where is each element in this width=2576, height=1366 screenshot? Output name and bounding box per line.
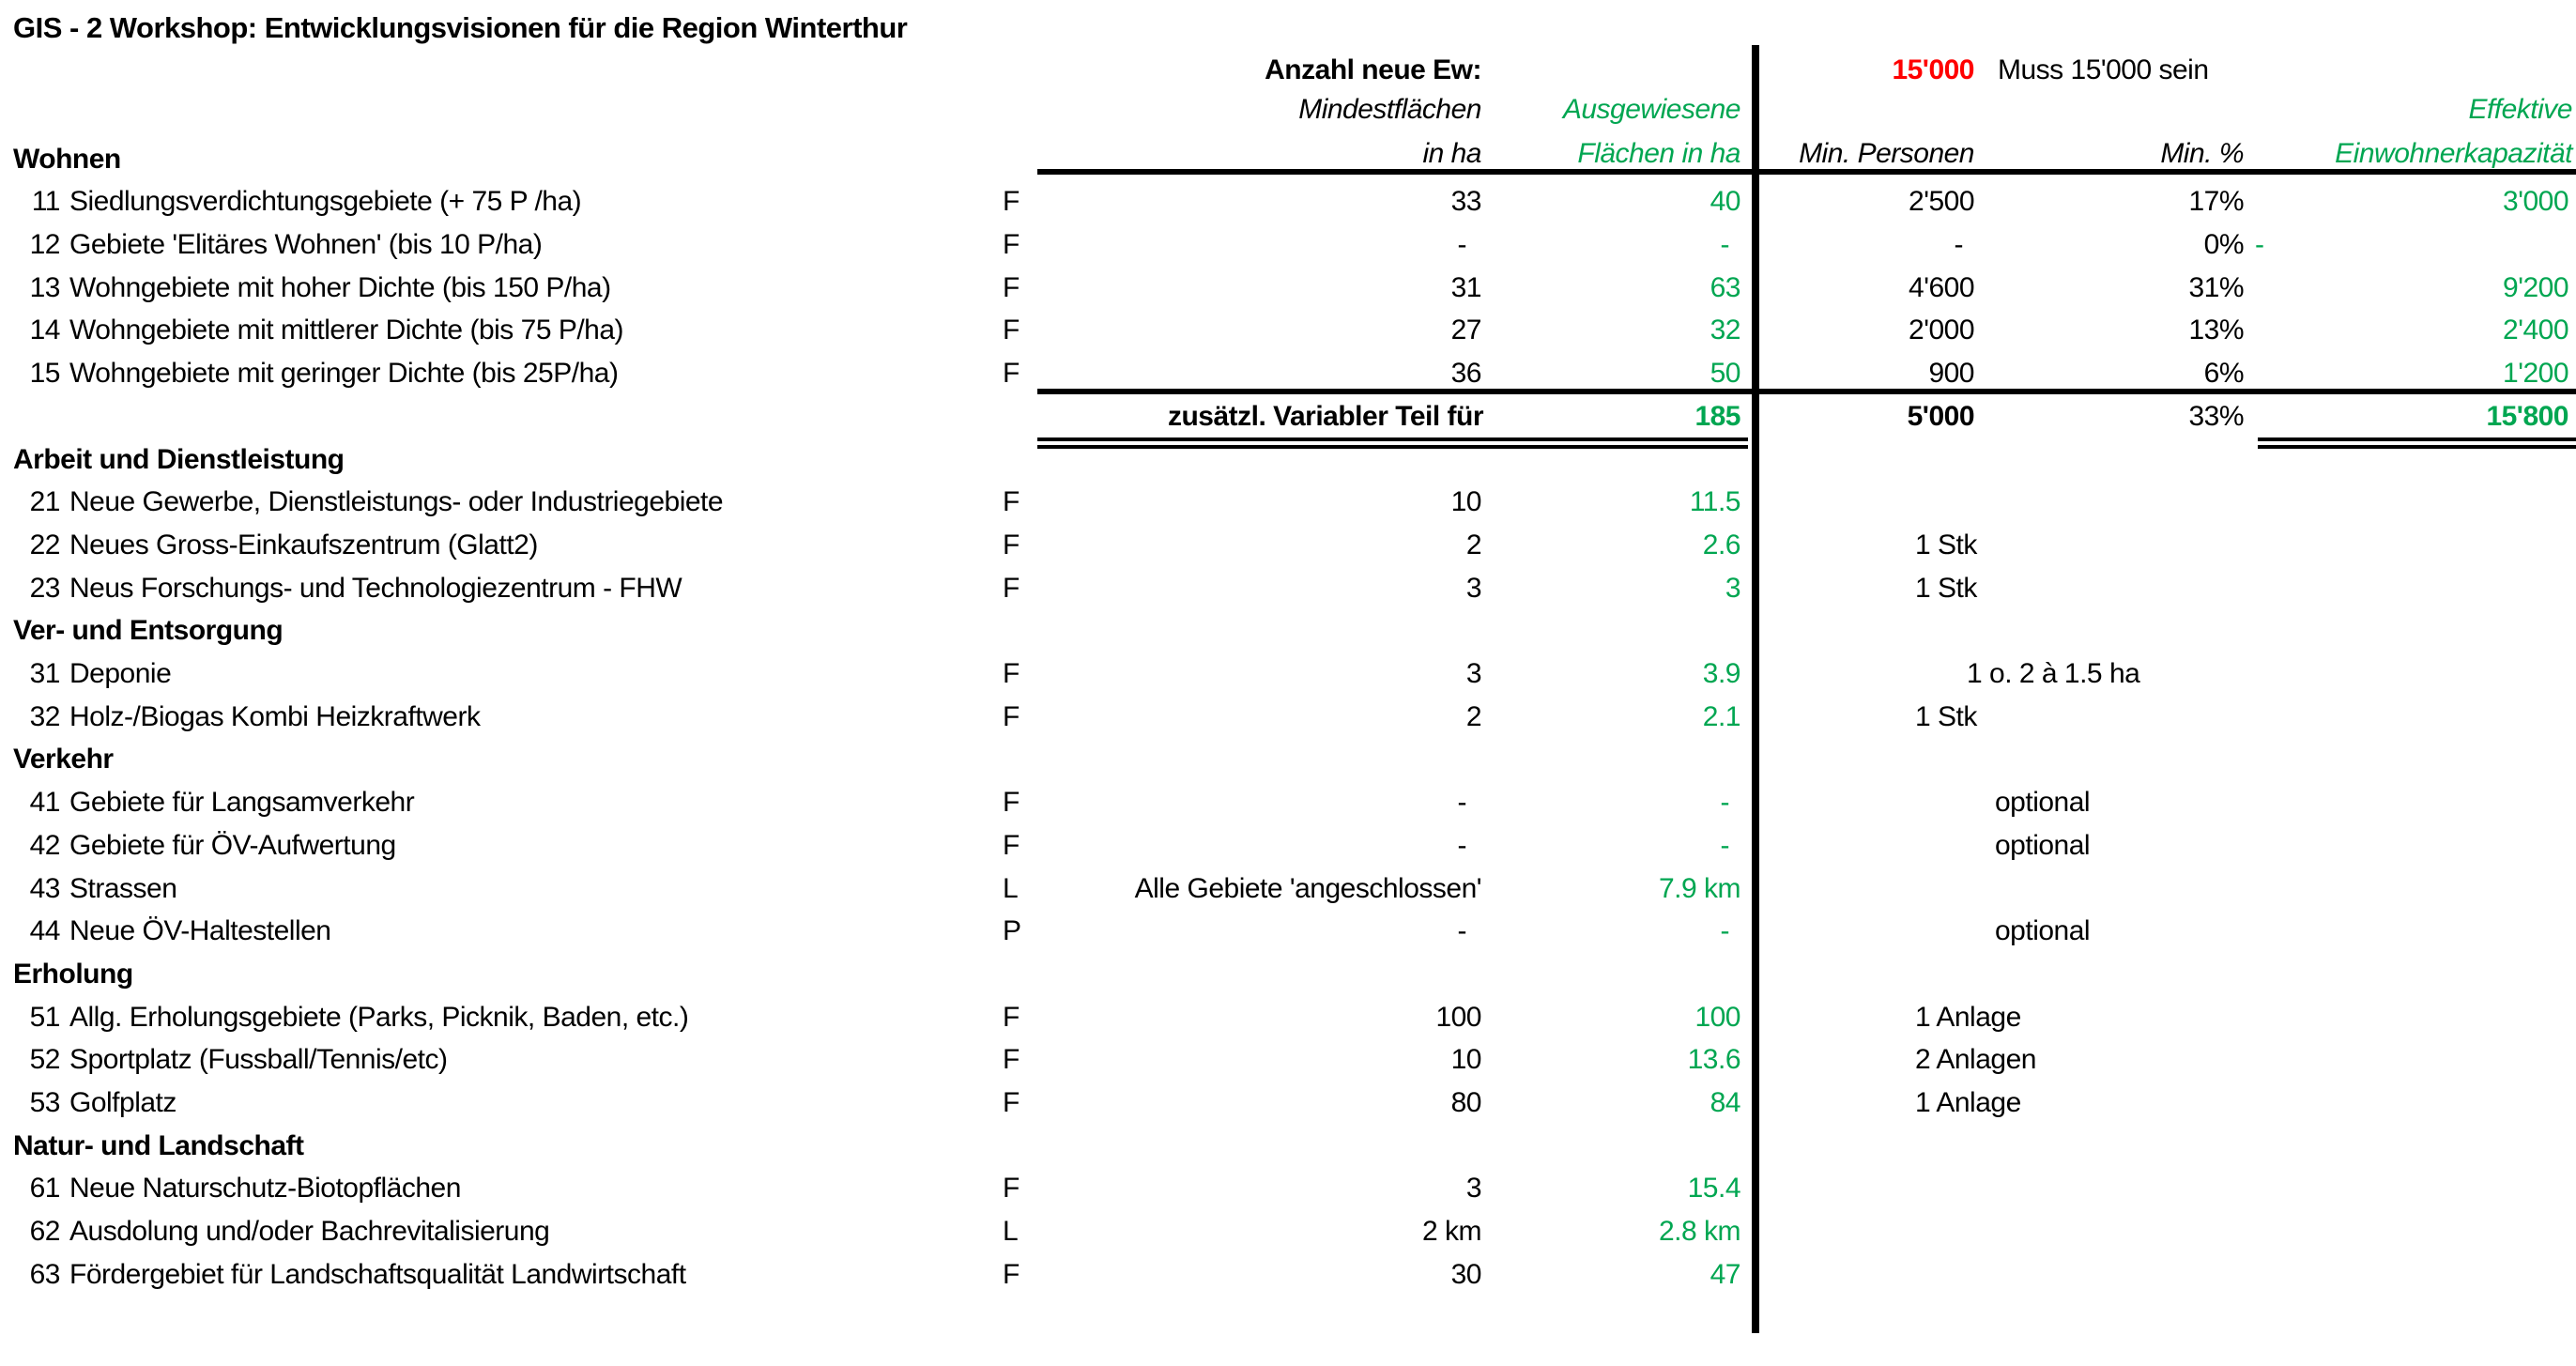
table-row xyxy=(0,867,2576,911)
row-label: Holz-/Biogas Kombi Heizkraftwerk xyxy=(69,700,481,732)
row-label: Allg. Erholungsgebiete (Parks, Picknik, Baden, etc.) xyxy=(69,1001,689,1033)
table-row xyxy=(0,352,2576,395)
row-geometry-type: F xyxy=(1003,486,1020,518)
min-area-value: 2 km xyxy=(1421,1216,1481,1248)
row-note: optional xyxy=(1995,787,2091,819)
min-area-value: 3 xyxy=(1465,658,1481,689)
totals-row xyxy=(0,395,2576,438)
row-geometry-type: F xyxy=(1003,529,1020,560)
row-label: Wohngebiete mit geringer Dichte (bis 25P/ha) xyxy=(69,358,619,390)
row-label: Neue Naturschutz-Biotopflächen xyxy=(69,1173,461,1205)
declared-area-value: 40 xyxy=(1710,186,1740,218)
total-capacity-value: 15'800 xyxy=(2486,400,2568,432)
row-note: optional xyxy=(1995,915,2091,947)
row-label: Ausdolung und/oder Bachrevitalisierung xyxy=(69,1216,550,1248)
row-note: 1 Stk xyxy=(1915,700,1977,732)
row-note: 1 Anlage xyxy=(1915,1001,2021,1033)
table-row xyxy=(0,824,2576,867)
declared-area-value: - xyxy=(1720,787,1729,819)
page-title: GIS - 2 Workshop: Entwicklungsvisionen für die Region Winterthur xyxy=(13,11,908,44)
section-row xyxy=(0,953,2576,996)
min-area-value: 27 xyxy=(1450,315,1481,346)
row-number: 41 xyxy=(29,787,60,819)
min-area-value: 10 xyxy=(1450,486,1481,518)
table-row xyxy=(0,1210,2576,1253)
row-label: Deponie xyxy=(69,658,172,689)
row-label: Golfplatz xyxy=(69,1087,176,1118)
declared-area-value: 47 xyxy=(1710,1258,1740,1290)
section-label: Natur- und Landschaft xyxy=(13,1129,304,1161)
capacity-value: - xyxy=(2255,229,2264,260)
header-ausgewiesene: Ausgewiesene xyxy=(1562,94,1740,125)
row-geometry-type: F xyxy=(1003,1087,1020,1118)
min-percent-value: 31% xyxy=(2188,271,2244,303)
section-label: Verkehr xyxy=(13,744,114,775)
row-label: Wohngebiete mit hoher Dichte (bis 150 P/ha) xyxy=(69,271,611,303)
row-number: 42 xyxy=(29,829,60,861)
table-row xyxy=(0,781,2576,824)
min-area-value: 2 xyxy=(1465,529,1481,560)
total-declared-area-value: 185 xyxy=(1694,400,1740,432)
min-persons-value: 900 xyxy=(1928,358,1974,390)
min-percent-value: 6% xyxy=(2203,358,2244,390)
min-area-value: 80 xyxy=(1450,1087,1481,1118)
row-label: Fördergebiet für Landschaftsqualität Landwirtschaft xyxy=(69,1258,686,1290)
min-area-value: - xyxy=(1457,915,1466,947)
min-area-value: - xyxy=(1457,229,1466,260)
min-persons-value: 2'000 xyxy=(1909,315,1974,346)
row-number: 44 xyxy=(29,915,60,947)
declared-area-value: - xyxy=(1720,829,1729,861)
row-number: 11 xyxy=(31,186,60,218)
table-row xyxy=(0,223,2576,267)
table-row xyxy=(0,309,2576,352)
row-label: Gebiete 'Elitäres Wohnen' (bis 10 P/ha) xyxy=(69,229,543,260)
row-number: 13 xyxy=(29,271,60,303)
row-geometry-type: F xyxy=(1003,787,1020,819)
min-area-value: 3 xyxy=(1465,572,1481,604)
row-note: optional xyxy=(1995,829,2091,861)
table-row xyxy=(0,1082,2576,1125)
header-min-percent: Min. % xyxy=(2160,138,2244,169)
declared-area-value: 13.6 xyxy=(1687,1044,1740,1076)
section-label: Arbeit und Dienstleistung xyxy=(13,443,345,475)
row-geometry-type: F xyxy=(1003,1001,1020,1033)
header-mindestflaechen: Mindestflächen xyxy=(1298,94,1481,125)
row-number: 23 xyxy=(29,572,60,604)
row-note: 1 Stk xyxy=(1915,529,1977,560)
section-row xyxy=(0,138,2576,181)
row-geometry-type: F xyxy=(1003,271,1020,303)
header-in-ha: in ha xyxy=(1422,138,1481,169)
declared-area-value: 84 xyxy=(1710,1087,1740,1118)
table-row xyxy=(0,524,2576,567)
row-note: 1 Anlage xyxy=(1915,1087,2021,1118)
min-area-value: 100 xyxy=(1435,1001,1481,1033)
row-note: 1 o. 2 à 1.5 ha xyxy=(1967,658,2140,689)
row-geometry-type: P xyxy=(1003,915,1021,947)
table-row xyxy=(0,652,2576,696)
row-label: Neue ÖV-Haltestellen xyxy=(69,915,331,947)
min-percent-value: 17% xyxy=(2188,186,2244,218)
total-min-percent-value: 33% xyxy=(2188,400,2244,432)
row-label: Gebiete für Langsamverkehr xyxy=(69,787,415,819)
row-label: Siedlungsverdichtungsgebiete (+ 75 P /ha) xyxy=(69,186,582,218)
row-number: 53 xyxy=(29,1087,60,1118)
declared-area-value: 11.5 xyxy=(1689,486,1740,518)
row-geometry-type: F xyxy=(1003,1258,1020,1290)
min-percent-value: 0% xyxy=(2203,229,2244,260)
min-persons-value: - xyxy=(1954,229,1963,260)
target-population-value: 15'000 xyxy=(1892,54,1974,85)
min-area-value: 30 xyxy=(1450,1258,1481,1290)
row-number: 15 xyxy=(29,358,60,390)
section-label: Ver- und Entsorgung xyxy=(13,615,284,647)
declared-area-value: - xyxy=(1720,915,1729,947)
table-row xyxy=(0,1038,2576,1082)
row-geometry-type: F xyxy=(1003,229,1020,260)
row-label: Gebiete für ÖV-Aufwertung xyxy=(69,829,396,861)
min-area-value: 33 xyxy=(1450,186,1481,218)
row-geometry-type: F xyxy=(1003,1173,1020,1205)
declared-area-value: 7.9 km xyxy=(1658,872,1740,904)
min-area-value: 3 xyxy=(1465,1173,1481,1205)
declared-area-value: 2.6 xyxy=(1702,529,1740,560)
section-label: Wohnen xyxy=(13,143,121,175)
capacity-value: 2'400 xyxy=(2503,315,2568,346)
row-number: 22 xyxy=(29,529,60,560)
table-row xyxy=(0,567,2576,610)
row-label: Strassen xyxy=(69,872,177,904)
row-geometry-type: L xyxy=(1003,1216,1019,1248)
row-label: Sportplatz (Fussball/Tennis/etc) xyxy=(69,1044,448,1076)
header-anzahl-neue-ew: Anzahl neue Ew: xyxy=(1265,54,1481,85)
declared-area-value: 50 xyxy=(1710,358,1740,390)
row-geometry-type: F xyxy=(1003,1044,1020,1076)
capacity-value: 1'200 xyxy=(2503,358,2568,390)
min-persons-value: 2'500 xyxy=(1909,186,1974,218)
section-row xyxy=(0,609,2576,652)
declared-area-value: - xyxy=(1720,229,1729,260)
row-number: 52 xyxy=(29,1044,60,1076)
row-note: 1 Stk xyxy=(1915,572,1977,604)
row-geometry-type: F xyxy=(1003,358,1020,390)
table-row xyxy=(0,481,2576,524)
target-population-note: Muss 15'000 sein xyxy=(1998,54,2209,85)
table-row xyxy=(0,996,2576,1039)
declared-area-value: 3.9 xyxy=(1702,658,1740,689)
header-einwohnerkapazitaet: Einwohnerkapazität xyxy=(2335,138,2572,169)
table-row xyxy=(0,180,2576,223)
row-label: Wohngebiete mit mittlerer Dichte (bis 75 P/ha) xyxy=(69,315,624,346)
row-number: 12 xyxy=(29,229,60,260)
header-min-personen: Min. Personen xyxy=(1799,138,1974,169)
table-row xyxy=(0,267,2576,310)
row-geometry-type: F xyxy=(1003,315,1020,346)
min-area-value: 36 xyxy=(1450,358,1481,390)
min-area-value: - xyxy=(1457,787,1466,819)
row-number: 43 xyxy=(29,872,60,904)
min-persons-value: 4'600 xyxy=(1909,271,1974,303)
declared-area-value: 32 xyxy=(1710,315,1740,346)
table-row xyxy=(0,696,2576,739)
min-area-value: 2 xyxy=(1465,700,1481,732)
capacity-value: 9'200 xyxy=(2503,271,2568,303)
row-label: Neue Gewerbe, Dienstleistungs- oder Industriegebiete xyxy=(69,486,724,518)
min-area-value: - xyxy=(1457,829,1466,861)
capacity-value: 3'000 xyxy=(2503,186,2568,218)
row-number: 14 xyxy=(29,315,60,346)
min-area-value: 31 xyxy=(1450,271,1481,303)
table-row xyxy=(0,1253,2576,1297)
total-min-persons-value: 5'000 xyxy=(1907,400,1974,432)
row-label: Neues Gross-Einkaufszentrum (Glatt2) xyxy=(69,529,538,560)
row-geometry-type: L xyxy=(1003,872,1019,904)
row-number: 63 xyxy=(29,1258,60,1290)
header-flaechen-in-ha: Flächen in ha xyxy=(1577,138,1740,169)
declared-area-value: 2.8 km xyxy=(1658,1216,1740,1248)
row-number: 51 xyxy=(29,1001,60,1033)
total-label: zusätzl. Variabler Teil für xyxy=(1167,400,1483,432)
row-geometry-type: F xyxy=(1003,700,1020,732)
row-geometry-type: F xyxy=(1003,572,1020,604)
table-row xyxy=(0,1167,2576,1210)
row-number: 62 xyxy=(29,1216,60,1248)
min-percent-value: 13% xyxy=(2188,315,2244,346)
row-number: 31 xyxy=(29,658,60,689)
row-geometry-type: F xyxy=(1003,186,1020,218)
min-area-value: Alle Gebiete 'angeschlossen' xyxy=(1134,872,1481,904)
row-geometry-type: F xyxy=(1003,658,1020,689)
section-label: Erholung xyxy=(13,958,133,990)
declared-area-value: 15.4 xyxy=(1687,1173,1740,1205)
row-note: 2 Anlagen xyxy=(1915,1044,2036,1076)
row-label: Neus Forschungs- und Technologiezentrum - FHW xyxy=(69,572,682,604)
declared-area-value: 100 xyxy=(1694,1001,1740,1033)
header-effektive: Effektive xyxy=(2468,94,2572,125)
table-row xyxy=(0,910,2576,953)
section-row xyxy=(0,438,2576,482)
row-number: 32 xyxy=(29,700,60,732)
declared-area-value: 3 xyxy=(1725,572,1740,604)
min-area-value: 10 xyxy=(1450,1044,1481,1076)
row-number: 21 xyxy=(29,486,60,518)
declared-area-value: 63 xyxy=(1710,271,1740,303)
row-number: 61 xyxy=(29,1173,60,1205)
row-geometry-type: F xyxy=(1003,829,1020,861)
section-row xyxy=(0,1125,2576,1168)
declared-area-value: 2.1 xyxy=(1702,700,1740,732)
section-row xyxy=(0,738,2576,781)
